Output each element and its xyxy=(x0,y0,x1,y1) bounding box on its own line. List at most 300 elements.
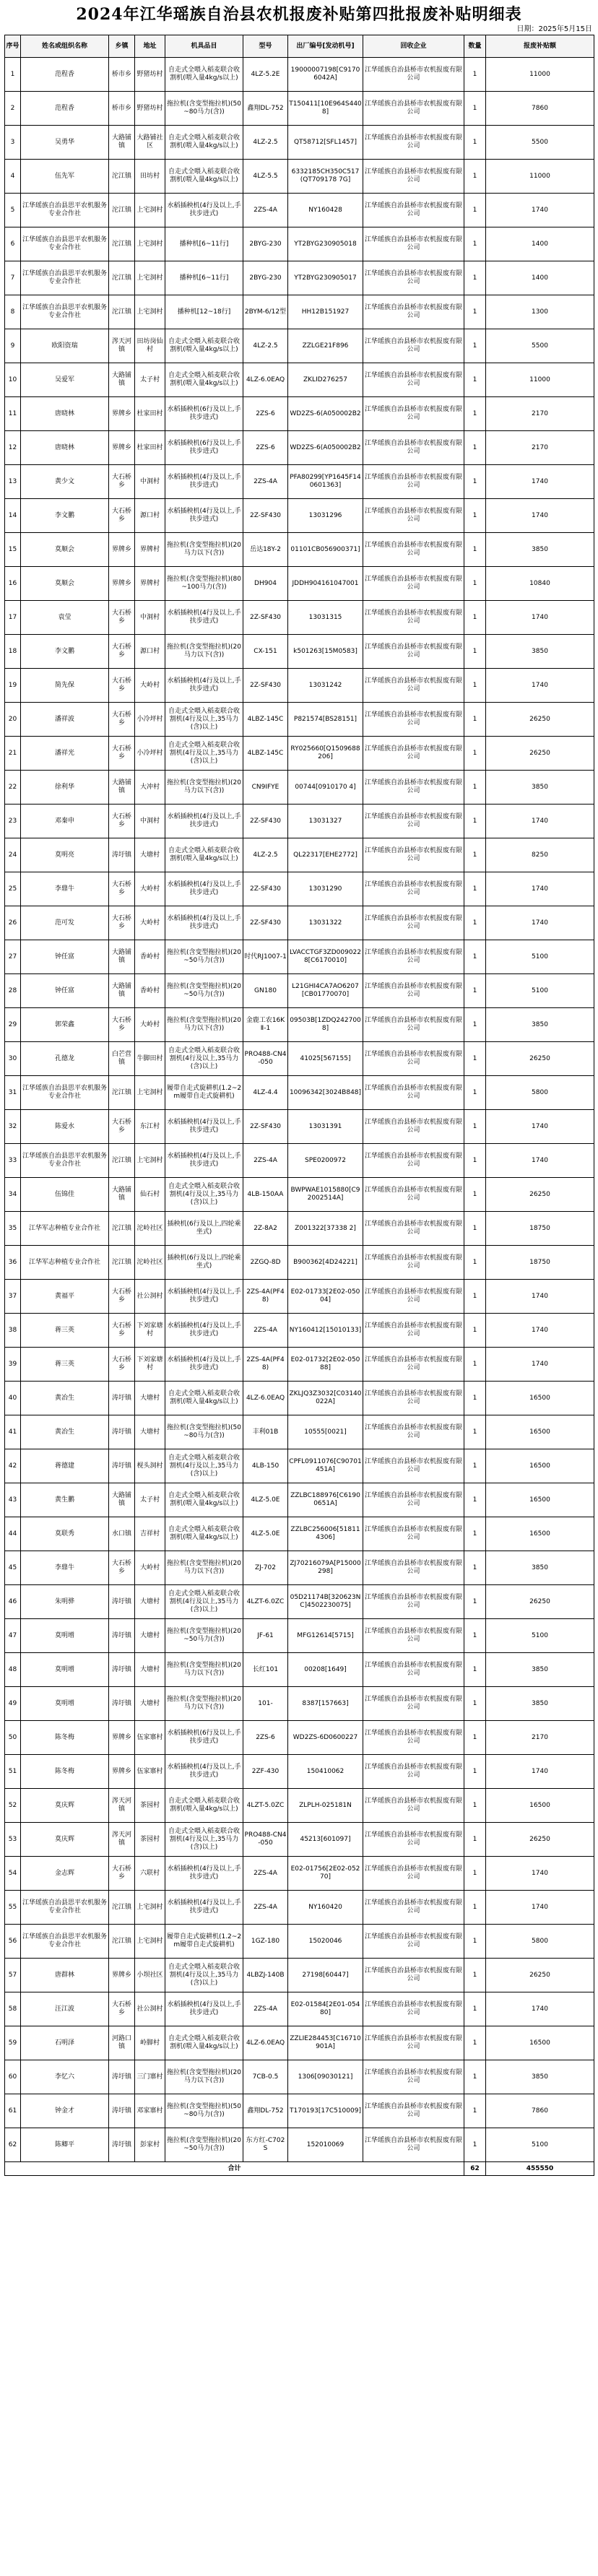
cell-recycler: 江华瑶族自治县桥市农机报废有限公司 xyxy=(363,601,464,635)
cell-no: 61 xyxy=(5,2094,21,2128)
cell-serial: L21GHI4CA7AO6207[CB01770070] xyxy=(288,974,363,1008)
cell-address: 吉祥村 xyxy=(135,1517,165,1551)
cell-model: 4LZ-6.0EAQ xyxy=(243,363,288,397)
table-row xyxy=(5,227,594,261)
cell-recycler: 江华瑶族自治县桥市农机报废有限公司 xyxy=(363,940,464,974)
cell-model: 4LZ-6.0EAQ xyxy=(243,2026,288,2060)
cell-address: 杜家田村 xyxy=(135,431,165,465)
cell-town: 涔天河镇 xyxy=(109,1789,135,1823)
cell-serial: 00744[0910170 4] xyxy=(288,771,363,805)
cell-recycler: 江华瑶族自治县桥市农机报废有限公司 xyxy=(363,1212,464,1246)
cell-qty: 1 xyxy=(464,329,486,363)
cell-recycler: 江华瑶族自治县桥市农机报废有限公司 xyxy=(363,1144,464,1178)
cell-address: 彭家村 xyxy=(135,2128,165,2162)
cell-qty: 1 xyxy=(464,1959,486,1992)
cell-town: 界牌乡 xyxy=(109,533,135,567)
cell-qty: 1 xyxy=(464,872,486,906)
cell-model: 2ZS-6 xyxy=(243,431,288,465)
cell-no: 36 xyxy=(5,1246,21,1280)
cell-name: 唐群林 xyxy=(21,1959,109,1992)
cell-town: 沱江镇 xyxy=(109,194,135,227)
cell-qty: 1 xyxy=(464,1517,486,1551)
cell-recycler: 江华瑶族自治县桥市农机报废有限公司 xyxy=(363,1246,464,1280)
cell-recycler: 江华瑶族自治县桥市农机报废有限公司 xyxy=(363,1721,464,1755)
cell-amount: 26250 xyxy=(486,1823,594,1857)
cell-recycler: 江华瑶族自治县桥市农机报废有限公司 xyxy=(363,329,464,363)
cell-address: 伍家寨村 xyxy=(135,1721,165,1755)
cell-name: 黄冶生 xyxy=(21,1415,109,1449)
cell-no: 43 xyxy=(5,1483,21,1517)
cell-qty: 1 xyxy=(464,397,486,431)
cell-name: 莫明增 xyxy=(21,1619,109,1653)
cell-amount: 1740 xyxy=(486,872,594,906)
cell-model: 金鹿工农16K Ⅱ-1 xyxy=(243,1008,288,1042)
cell-address: 大塘村 xyxy=(135,1382,165,1415)
cell-qty: 1 xyxy=(464,2128,486,2162)
cell-name: 范可发 xyxy=(21,906,109,940)
table-row xyxy=(5,1008,594,1042)
cell-no: 59 xyxy=(5,2026,21,2060)
table-row xyxy=(5,703,594,737)
cell-model: 长红101 xyxy=(243,1653,288,1687)
cell-serial: 10096342[3024B848] xyxy=(288,1076,363,1110)
cell-name: 伍先军 xyxy=(21,160,109,194)
cell-address: 界牌村 xyxy=(135,567,165,601)
cell-address: 大塘村 xyxy=(135,838,165,872)
cell-model: 东方红-C702S xyxy=(243,2128,288,2162)
cell-item: 自走式全喂入稻麦联合收割机(喂入量4kg/s以上) xyxy=(165,2026,243,2060)
cell-model: 2BYM-6/12型 xyxy=(243,295,288,329)
cell-recycler: 江华瑶族自治县桥市农机报废有限公司 xyxy=(363,1992,464,2026)
cell-no: 44 xyxy=(5,1517,21,1551)
cell-town: 白芒营镇 xyxy=(109,1042,135,1076)
cell-amount: 5100 xyxy=(486,1619,594,1653)
cell-item: 水稻插秧机(4行及以上,手扶步进式) xyxy=(165,465,243,499)
table-row xyxy=(5,1449,594,1483)
cell-town: 水口镇 xyxy=(109,1517,135,1551)
cell-recycler: 江华瑶族自治县桥市农机报废有限公司 xyxy=(363,1517,464,1551)
cell-no: 3 xyxy=(5,126,21,160)
cell-recycler: 江华瑶族自治县桥市农机报废有限公司 xyxy=(363,1959,464,1992)
cell-no: 46 xyxy=(5,1585,21,1619)
cell-town: 大路铺镇 xyxy=(109,771,135,805)
cell-town: 界牌乡 xyxy=(109,397,135,431)
cell-name: 莫联秀 xyxy=(21,1517,109,1551)
cell-no: 21 xyxy=(5,737,21,771)
cell-no: 11 xyxy=(5,397,21,431)
cell-recycler: 江华瑶族自治县桥市农机报废有限公司 xyxy=(363,363,464,397)
cell-name: 陈爱水 xyxy=(21,1110,109,1144)
cell-serial: 45213[601097] xyxy=(288,1823,363,1857)
cell-serial: E02-01733[2E02-05004] xyxy=(288,1280,363,1314)
cell-amount: 3850 xyxy=(486,635,594,669)
cell-name: 唐晓林 xyxy=(21,397,109,431)
cell-amount: 2170 xyxy=(486,1721,594,1755)
cell-amount: 11000 xyxy=(486,160,594,194)
column-header: 乡镇 xyxy=(109,35,135,58)
cell-town: 桥市乡 xyxy=(109,92,135,126)
cell-item: 水稻插秧机(4行及以上,手扶步进式) xyxy=(165,1110,243,1144)
cell-amount: 5800 xyxy=(486,1076,594,1110)
table-row xyxy=(5,1483,594,1517)
cell-address: 大塘村 xyxy=(135,1687,165,1721)
cell-address: 大塘村 xyxy=(135,1653,165,1687)
cell-qty: 1 xyxy=(464,1585,486,1619)
cell-serial: 8387[157663] xyxy=(288,1687,363,1721)
cell-town: 大石桥乡 xyxy=(109,906,135,940)
cell-name: 莫顺会 xyxy=(21,533,109,567)
cell-item: 水稻插秧机(4行及以上,手扶步进式) xyxy=(165,1314,243,1348)
cell-no: 1 xyxy=(5,58,21,92)
cell-amount: 16500 xyxy=(486,1517,594,1551)
cell-address: 社公洞村 xyxy=(135,1992,165,2026)
cell-serial: YT2BYG230905017 xyxy=(288,261,363,295)
cell-qty: 1 xyxy=(464,1415,486,1449)
column-header: 序号 xyxy=(5,35,21,58)
cell-recycler: 江华瑶族自治县桥市农机报废有限公司 xyxy=(363,1382,464,1415)
cell-address: 野猪坊村 xyxy=(135,92,165,126)
cell-qty: 1 xyxy=(464,1212,486,1246)
cell-address: 太子村 xyxy=(135,1483,165,1517)
cell-model: 4LZ-2.5 xyxy=(243,838,288,872)
cell-address: 上宅洞村 xyxy=(135,1076,165,1110)
cell-qty: 1 xyxy=(464,1721,486,1755)
cell-qty: 1 xyxy=(464,1110,486,1144)
cell-item: 水稻插秧机(4行及以上,手扶步进式) xyxy=(165,601,243,635)
cell-serial: 13031290 xyxy=(288,872,363,906)
cell-serial: B900362[4D24221] xyxy=(288,1246,363,1280)
cell-serial: ZZLBC256006[518114306] xyxy=(288,1517,363,1551)
cell-name: 莫明增 xyxy=(21,1687,109,1721)
cell-name: 汪江波 xyxy=(21,1992,109,2026)
cell-amount: 1400 xyxy=(486,261,594,295)
cell-address: 上宅洞村 xyxy=(135,1925,165,1959)
cell-address: 中洞村 xyxy=(135,465,165,499)
cell-qty: 1 xyxy=(464,567,486,601)
cell-item: 拖拉机(含变型拖拉机)(20马力以下(含)) xyxy=(165,1687,243,1721)
cell-amount: 3850 xyxy=(486,771,594,805)
cell-town: 大石桥乡 xyxy=(109,1992,135,2026)
cell-serial: WD2ZS-6(A050002B2 xyxy=(288,431,363,465)
table-row xyxy=(5,295,594,329)
cell-town: 大路铺镇 xyxy=(109,1483,135,1517)
table-row xyxy=(5,1585,594,1619)
cell-item: 自走式全喂入稻麦联合收割机(4行及以上,35马力(含)以上) xyxy=(165,1823,243,1857)
cell-qty: 1 xyxy=(464,1755,486,1789)
cell-address: 大岭村 xyxy=(135,906,165,940)
cell-item: 拖拉机(含变型拖拉机)(20马力以下(含)) xyxy=(165,1551,243,1585)
cell-address: 小坝社区 xyxy=(135,1959,165,1992)
table-row xyxy=(5,1314,594,1348)
total-qty: 62 xyxy=(464,2162,486,2176)
cell-address: 伍家寨村 xyxy=(135,1755,165,1789)
cell-name: 江华瑶族自治县思平农机服务专业合作社 xyxy=(21,261,109,295)
cell-no: 27 xyxy=(5,940,21,974)
cell-serial: WD2ZS-6D0600227 xyxy=(288,1721,363,1755)
cell-amount: 26250 xyxy=(486,1585,594,1619)
cell-town: 涛圩镇 xyxy=(109,1687,135,1721)
cell-address: 大岭村 xyxy=(135,669,165,703)
cell-item: 自走式全喂入稻麦联合收割机(喂入量4kg/s以上) xyxy=(165,329,243,363)
cell-name: 陈冬梅 xyxy=(21,1755,109,1789)
cell-model: 2Z-SF430 xyxy=(243,601,288,635)
table-row xyxy=(5,431,594,465)
cell-qty: 1 xyxy=(464,1008,486,1042)
cell-name: 莫明增 xyxy=(21,1653,109,1687)
cell-name: 江华瑶族自治县思平农机服务专业合作社 xyxy=(21,1891,109,1925)
table-row xyxy=(5,1178,594,1212)
cell-name: 李文鹏 xyxy=(21,499,109,533)
cell-serial: BWPWAE1015880[C92002514A] xyxy=(288,1178,363,1212)
table-row xyxy=(5,1687,594,1721)
cell-name: 钟任富 xyxy=(21,974,109,1008)
table-row xyxy=(5,771,594,805)
table-row xyxy=(5,2128,594,2162)
cell-model: 2BYG-230 xyxy=(243,227,288,261)
cell-amount: 16500 xyxy=(486,2026,594,2060)
cell-address: 中洞村 xyxy=(135,805,165,838)
cell-amount: 16500 xyxy=(486,1449,594,1483)
cell-name: 李忆六 xyxy=(21,2060,109,2094)
cell-item: 水稻插秧机(4行及以上,手扶步进式) xyxy=(165,499,243,533)
cell-no: 20 xyxy=(5,703,21,737)
cell-model: 鑫翔DL-752 xyxy=(243,2094,288,2128)
cell-no: 28 xyxy=(5,974,21,1008)
cell-serial: 1306[09030121] xyxy=(288,2060,363,2094)
cell-model: 2ZS-4A(PF48) xyxy=(243,1280,288,1314)
cell-address: 界牌村 xyxy=(135,533,165,567)
cell-model: 101- xyxy=(243,1687,288,1721)
cell-amount: 3850 xyxy=(486,2060,594,2094)
cell-item: 拖拉机(含变型拖拉机)(80~100马力(含)) xyxy=(165,567,243,601)
cell-town: 大路铺镇 xyxy=(109,940,135,974)
cell-serial: NY160412[15010133] xyxy=(288,1314,363,1348)
table-row xyxy=(5,1246,594,1280)
table-row xyxy=(5,363,594,397)
cell-town: 大石桥乡 xyxy=(109,1280,135,1314)
cell-town: 沱江镇 xyxy=(109,1212,135,1246)
cell-item: 水稻插秧机(4行及以上,手扶步进式) xyxy=(165,1891,243,1925)
cell-qty: 1 xyxy=(464,601,486,635)
cell-address: 枧头洞村 xyxy=(135,1449,165,1483)
cell-town: 大石桥乡 xyxy=(109,737,135,771)
cell-town: 大石桥乡 xyxy=(109,1008,135,1042)
cell-name: 莫庆辉 xyxy=(21,1789,109,1823)
cell-amount: 1740 xyxy=(486,1891,594,1925)
cell-serial: JDDH904161047001 xyxy=(288,567,363,601)
cell-model: 4LBZ-145C xyxy=(243,703,288,737)
cell-amount: 1740 xyxy=(486,465,594,499)
cell-town: 大石桥乡 xyxy=(109,1314,135,1348)
cell-item: 水稻插秧机(6行及以上,手扶步进式) xyxy=(165,431,243,465)
column-header: 姓名或组织名称 xyxy=(21,35,109,58)
cell-no: 14 xyxy=(5,499,21,533)
cell-address: 杜家田村 xyxy=(135,397,165,431)
cell-serial: CPFL0911076[C90701451A] xyxy=(288,1449,363,1483)
cell-model: 2ZS-6 xyxy=(243,1721,288,1755)
cell-serial: HH12B151927 xyxy=(288,295,363,329)
cell-serial: 27198[60447] xyxy=(288,1959,363,1992)
cell-amount: 16500 xyxy=(486,1483,594,1517)
cell-model: 丰利01B xyxy=(243,1415,288,1449)
cell-item: 拖拉机(含变型拖拉机)(20马力以下(含)) xyxy=(165,1653,243,1687)
cell-no: 13 xyxy=(5,465,21,499)
cell-address: 邓家寨村 xyxy=(135,2094,165,2128)
cell-recycler: 江华瑶族自治县桥市农机报废有限公司 xyxy=(363,533,464,567)
cell-model: PRO488-CN4-050 xyxy=(243,1042,288,1076)
cell-no: 30 xyxy=(5,1042,21,1076)
cell-amount: 1300 xyxy=(486,295,594,329)
cell-name: 黄生鹏 xyxy=(21,1483,109,1517)
cell-no: 5 xyxy=(5,194,21,227)
cell-qty: 1 xyxy=(464,295,486,329)
cell-town: 涛圩镇 xyxy=(109,1382,135,1415)
cell-name: 江华瑶族自治县思平农机服务专业合作社 xyxy=(21,295,109,329)
cell-model: 2ZS-4A xyxy=(243,1314,288,1348)
cell-item: 自走式全喂入稻麦联合收割机(4行及以上,35马力(含)以上) xyxy=(165,1959,243,1992)
cell-item: 自走式全喂入稻麦联合收割机(4行及以上,35马力(含)以上) xyxy=(165,1585,243,1619)
cell-item: 自走式全喂入稻麦联合收割机(喂入量4kg/s以上) xyxy=(165,363,243,397)
cell-town: 沱江镇 xyxy=(109,160,135,194)
cell-no: 8 xyxy=(5,295,21,329)
cell-no: 12 xyxy=(5,431,21,465)
cell-model: 2ZS-4A xyxy=(243,465,288,499)
cell-qty: 1 xyxy=(464,805,486,838)
cell-no: 17 xyxy=(5,601,21,635)
cell-recycler: 江华瑶族自治县桥市农机报废有限公司 xyxy=(363,1585,464,1619)
cell-no: 15 xyxy=(5,533,21,567)
cell-recycler: 江华瑶族自治县桥市农机报废有限公司 xyxy=(363,1823,464,1857)
cell-town: 河路口镇 xyxy=(109,2026,135,2060)
cell-serial: T170193[17C510009] xyxy=(288,2094,363,2128)
cell-town: 大石桥乡 xyxy=(109,635,135,669)
cell-name: 蒋三英 xyxy=(21,1348,109,1382)
cell-no: 9 xyxy=(5,329,21,363)
cell-qty: 1 xyxy=(464,1144,486,1178)
cell-recycler: 江华瑶族自治县桥市农机报废有限公司 xyxy=(363,295,464,329)
cell-model: 2ZS-4A xyxy=(243,1144,288,1178)
cell-model: 4LZ-5.5 xyxy=(243,160,288,194)
cell-item: 拖拉机(含变型拖拉机)(20~50马力(含)) xyxy=(165,1619,243,1653)
cell-town: 界牌乡 xyxy=(109,567,135,601)
cell-qty: 1 xyxy=(464,1280,486,1314)
cell-no: 29 xyxy=(5,1008,21,1042)
cell-serial: 13031327 xyxy=(288,805,363,838)
cell-amount: 1740 xyxy=(486,194,594,227)
cell-town: 涔天河镇 xyxy=(109,1823,135,1857)
cell-item: 播种机[6~11行] xyxy=(165,261,243,295)
cell-amount: 5100 xyxy=(486,2128,594,2162)
cell-serial: NY160428 xyxy=(288,194,363,227)
cell-address: 上宅洞村 xyxy=(135,1891,165,1925)
cell-amount: 3850 xyxy=(486,1551,594,1585)
table-row xyxy=(5,1959,594,1992)
cell-item: 水稻插秧机(4行及以上,手扶步进式) xyxy=(165,1992,243,2026)
cell-recycler: 江华瑶族自治县桥市农机报废有限公司 xyxy=(363,567,464,601)
cell-no: 23 xyxy=(5,805,21,838)
cell-item: 水稻插秧机(4行及以上,手扶步进式) xyxy=(165,1280,243,1314)
cell-town: 大路铺镇 xyxy=(109,1178,135,1212)
cell-model: CN9IFYE xyxy=(243,771,288,805)
cell-recycler: 江华瑶族自治县桥市农机报废有限公司 xyxy=(363,1551,464,1585)
table-row xyxy=(5,1382,594,1415)
cell-item: 播种机[6~11行] xyxy=(165,227,243,261)
cell-recycler: 江华瑶族自治县桥市农机报废有限公司 xyxy=(363,160,464,194)
cell-recycler: 江华瑶族自治县桥市农机报废有限公司 xyxy=(363,2060,464,2094)
cell-name: 黄冶生 xyxy=(21,1382,109,1415)
cell-amount: 10840 xyxy=(486,567,594,601)
cell-name: 蒋德建 xyxy=(21,1449,109,1483)
cell-item: 水稻插秧机(4行及以上,手扶步进式) xyxy=(165,1857,243,1891)
total-label: 合计 xyxy=(5,2162,464,2176)
cell-name: 莫顺会 xyxy=(21,567,109,601)
table-row xyxy=(5,635,594,669)
cell-address: 中洞村 xyxy=(135,601,165,635)
cell-no: 24 xyxy=(5,838,21,872)
cell-recycler: 江华瑶族自治县桥市农机报废有限公司 xyxy=(363,1042,464,1076)
cell-item: 拖拉机(含变型拖拉机)(50~80马力(含)) xyxy=(165,2094,243,2128)
cell-address: 沱岭社区 xyxy=(135,1246,165,1280)
cell-item: 水稻插秧机(4行及以上,手扶步进式) xyxy=(165,1144,243,1178)
cell-qty: 1 xyxy=(464,1348,486,1382)
cell-model: ZJ-702 xyxy=(243,1551,288,1585)
cell-model: 2Z-SF430 xyxy=(243,1110,288,1144)
cell-name: 徐利华 xyxy=(21,771,109,805)
cell-qty: 1 xyxy=(464,1857,486,1891)
table-row xyxy=(5,1619,594,1653)
cell-recycler: 江华瑶族自治县桥市农机报废有限公司 xyxy=(363,1076,464,1110)
cell-qty: 1 xyxy=(464,1992,486,2026)
cell-qty: 1 xyxy=(464,1314,486,1348)
cell-recycler: 江华瑶族自治县桥市农机报废有限公司 xyxy=(363,1008,464,1042)
cell-qty: 1 xyxy=(464,465,486,499)
cell-town: 界牌乡 xyxy=(109,1755,135,1789)
cell-amount: 16500 xyxy=(486,1382,594,1415)
cell-town: 涛圩镇 xyxy=(109,2094,135,2128)
cell-no: 56 xyxy=(5,1925,21,1959)
table-row xyxy=(5,601,594,635)
cell-model: 4LZ-5.2E xyxy=(243,58,288,92)
table-header-row xyxy=(5,35,594,58)
cell-recycler: 江华瑶族自治县桥市农机报废有限公司 xyxy=(363,1280,464,1314)
table-row xyxy=(5,1925,594,1959)
cell-amount: 5800 xyxy=(486,1925,594,1959)
cell-address: 香岭村 xyxy=(135,974,165,1008)
cell-model: 4LZT-6.0ZC xyxy=(243,1585,288,1619)
table-row xyxy=(5,1857,594,1891)
cell-model: 1GZ-180 xyxy=(243,1925,288,1959)
cell-serial: YT2BYG230905018 xyxy=(288,227,363,261)
table-row xyxy=(5,1551,594,1585)
cell-name: 陈冬梅 xyxy=(21,1721,109,1755)
cell-model: 2Z-SF430 xyxy=(243,669,288,703)
cell-qty: 1 xyxy=(464,1551,486,1585)
table-row xyxy=(5,906,594,940)
cell-no: 58 xyxy=(5,1992,21,2026)
cell-recycler: 江华瑶族自治县桥市农机报废有限公司 xyxy=(363,1687,464,1721)
cell-amount: 1740 xyxy=(486,1857,594,1891)
cell-address: 大路铺社区 xyxy=(135,126,165,160)
cell-recycler: 江华瑶族自治县桥市农机报废有限公司 xyxy=(363,974,464,1008)
cell-address: 社公洞村 xyxy=(135,1280,165,1314)
document-date: 日期：2025年5月15日 xyxy=(516,25,592,33)
cell-name: 潘祥波 xyxy=(21,703,109,737)
cell-item: 水稻插秧机(6行及以上,手扶步进式) xyxy=(165,397,243,431)
cell-serial: 13031296 xyxy=(288,499,363,533)
cell-qty: 1 xyxy=(464,1789,486,1823)
cell-amount: 7860 xyxy=(486,92,594,126)
cell-name: 欧阳资瑞 xyxy=(21,329,109,363)
